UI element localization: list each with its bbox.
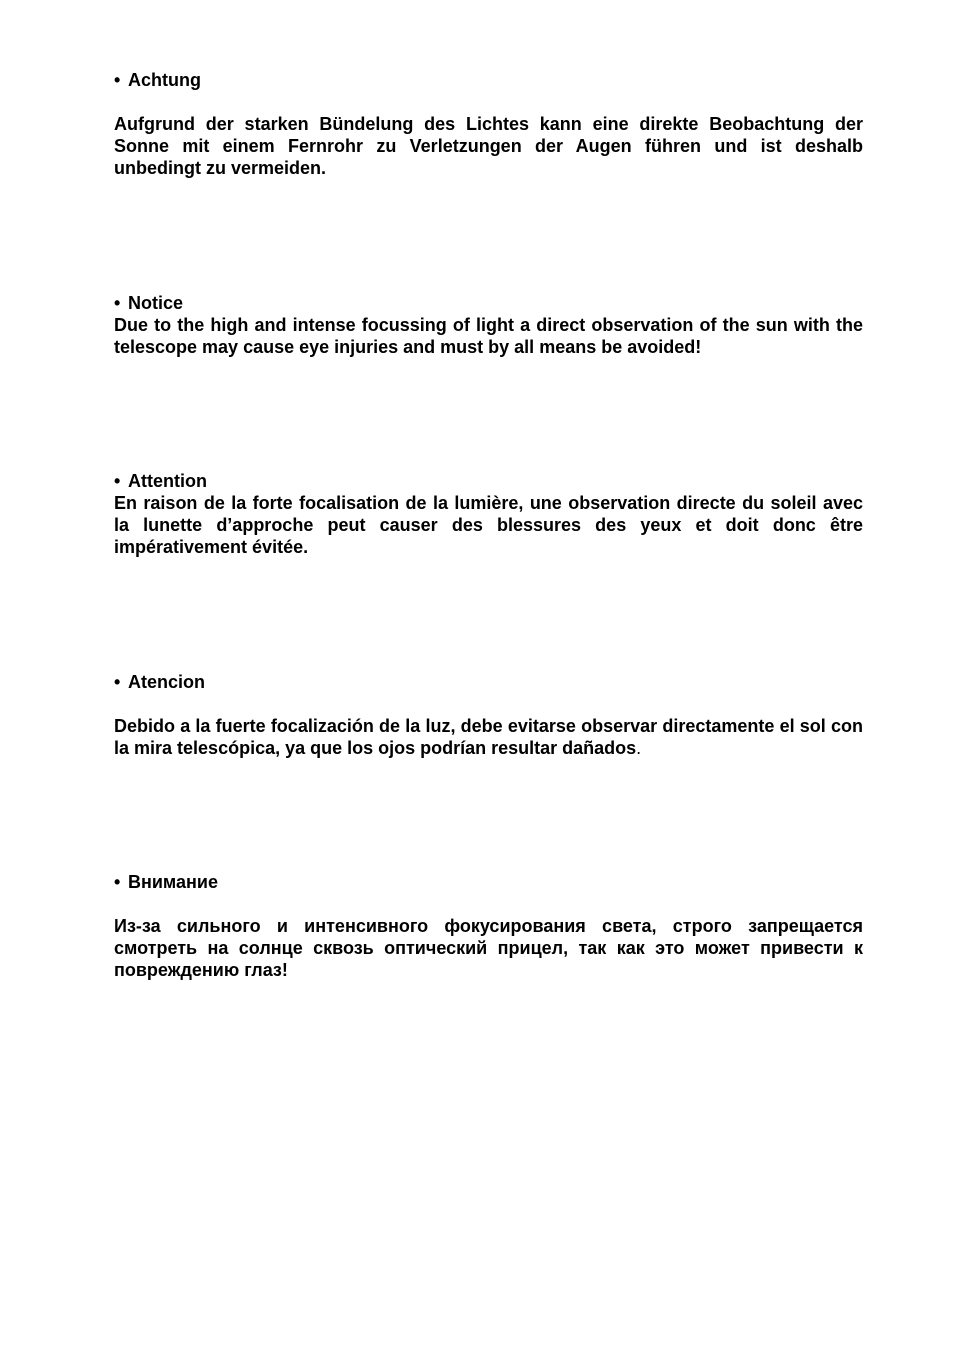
section-body: Aufgrund der starken Bündelung des Lichtes kann eine direkte Beobachtung der Sonne mit einem Fernrohr zu Verletzungen der Augen führen und ist deshalb unbedingt zu vermeiden.: [114, 114, 863, 178]
warning-section-english: [114, 292, 863, 358]
bullet-icon: •: [114, 471, 121, 491]
bullet-icon: •: [114, 70, 121, 90]
section-heading: [114, 671, 863, 693]
section-body: [114, 715, 863, 759]
warning-section-french: [114, 470, 863, 558]
section-heading: [114, 871, 863, 893]
section-heading: [114, 470, 863, 492]
section-body: Из-за сильного и интенсивного фокусирования света, строго запрещается смотреть на солнце сквозь оптический прицел, так как это может привести к повреждению глаз!: [114, 916, 863, 980]
bullet-icon: •: [114, 872, 121, 892]
warning-section-german: [114, 69, 863, 179]
heading-text: Achtung: [128, 70, 201, 90]
section-body-period: .: [636, 738, 642, 758]
bullet-icon: •: [114, 672, 121, 692]
section-heading: [114, 69, 863, 91]
bullet-icon: •: [114, 293, 121, 313]
section-body: Due to the high and intense focussing of light a direct observation of the sun with the telescope may cause eye injuries and must by all means be avoided!: [114, 315, 863, 357]
section-body: En raison de la forte focalisation de la lumière, une observation directe du soleil avec la lunette d’approche peut causer des blessures des yeux et doit donc être impérativement évitée.: [114, 493, 863, 557]
heading-text: Внимание: [128, 872, 218, 892]
warning-section-russian: [114, 871, 863, 981]
heading-text: Atencion: [128, 672, 206, 692]
section-heading: [114, 292, 863, 314]
section-body-text: Debido a la fuerte focalización de la luz, debe evitarse observar directamente el sol con la mira telescópica, ya que los ojos podrían resultar dañados: [114, 716, 863, 758]
heading-text: Attention: [128, 471, 207, 491]
heading-text: Notice: [128, 293, 184, 313]
warning-section-spanish: [114, 671, 863, 759]
